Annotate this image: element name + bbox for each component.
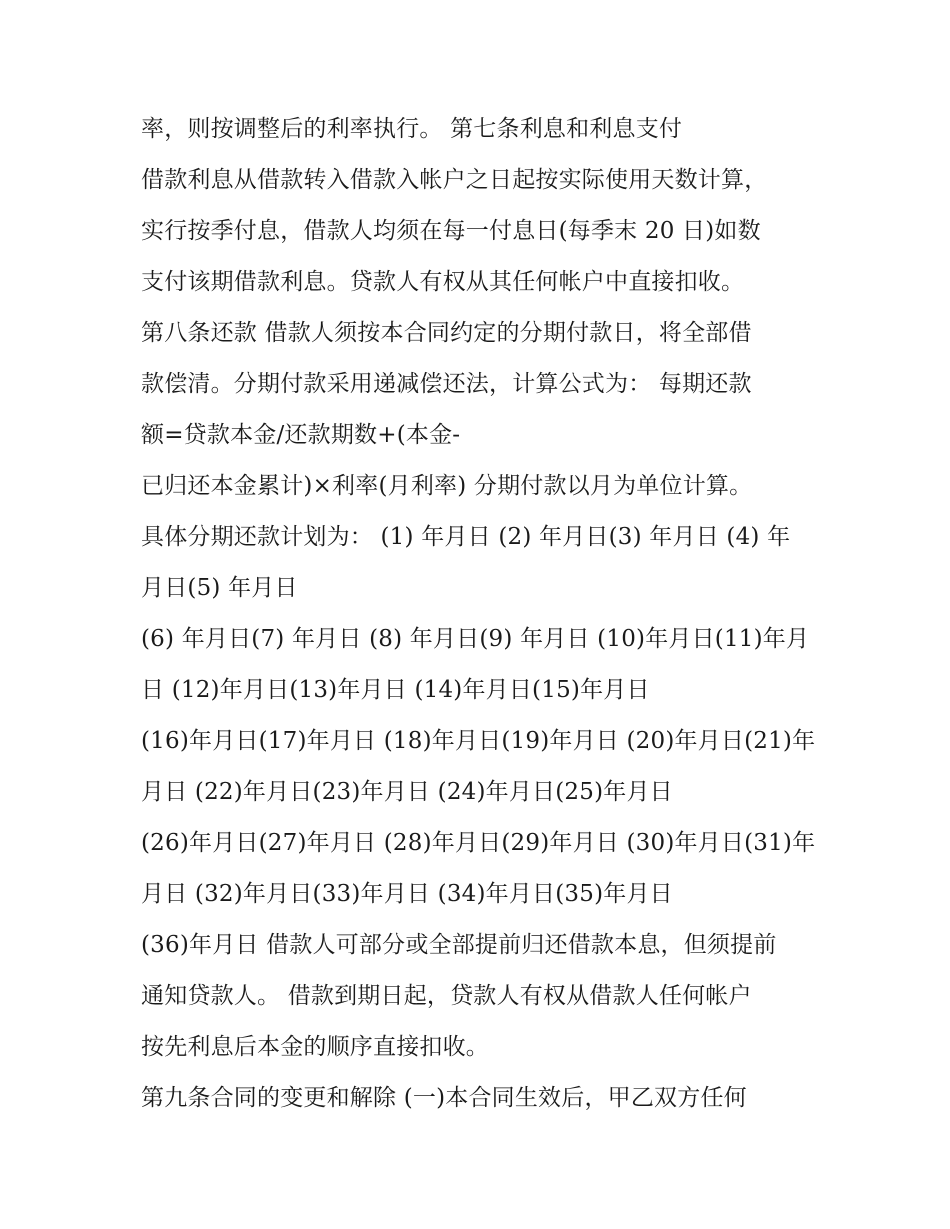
- text-line: (6) 年月日(7) 年月日 (8) 年月日(9) 年月日 (10)年月日(11)年月: [141, 626, 810, 652]
- text-line: (36)年月日 借款人可部分或全部提前归还借款本息，但须提前: [141, 932, 777, 958]
- text-line: 率，则按调整后的利率执行。 第七条利息和利息支付: [141, 116, 683, 142]
- text-line: 已归还本金累计)×利率(月利率) 分期付款以月为单位计算。: [141, 473, 753, 499]
- text-line: 通知贷款人。 借款到期日起，贷款人有权从借款人任何帐户: [141, 983, 752, 1009]
- text-line: 具体分期还款计划为： (1) 年月日 (2) 年月日(3) 年月日 (4) 年: [141, 524, 791, 550]
- text-line: 第九条合同的变更和解除 (一)本合同生效后，甲乙双方任何: [141, 1085, 747, 1111]
- text-line: 月日 (32)年月日(33)年月日 (34)年月日(35)年月日: [141, 881, 673, 907]
- text-line: 按先利息后本金的顺序直接扣收。: [141, 1034, 489, 1060]
- text-line: 额=贷款本金/还款期数+(本金-: [141, 422, 461, 448]
- text-line: 支付该期借款利息。贷款人有权从其任何帐户中直接扣收。: [141, 269, 745, 295]
- text-line: 第八条还款 借款人须按本合同约定的分期付款日，将全部借: [141, 320, 752, 346]
- text-line: 借款利息从借款转入借款入帐户之日起按实际使用天数计算，: [141, 167, 768, 193]
- text-line: 月日(5) 年月日: [141, 575, 298, 601]
- text-line: 月日 (22)年月日(23)年月日 (24)年月日(25)年月日: [141, 779, 673, 805]
- text-line: (26)年月日(27)年月日 (28)年月日(29)年月日 (30)年月日(31)年: [141, 830, 816, 856]
- text-line: 日 (12)年月日(13)年月日 (14)年月日(15)年月日: [141, 677, 650, 703]
- text-line: (16)年月日(17)年月日 (18)年月日(19)年月日 (20)年月日(21)年: [141, 728, 816, 754]
- text-line: 实行按季付息，借款人均须在每一付息日(每季末 20 日)如数: [141, 218, 761, 244]
- text-line: 款偿清。分期付款采用递减偿还法，计算公式为： 每期还款: [141, 371, 752, 397]
